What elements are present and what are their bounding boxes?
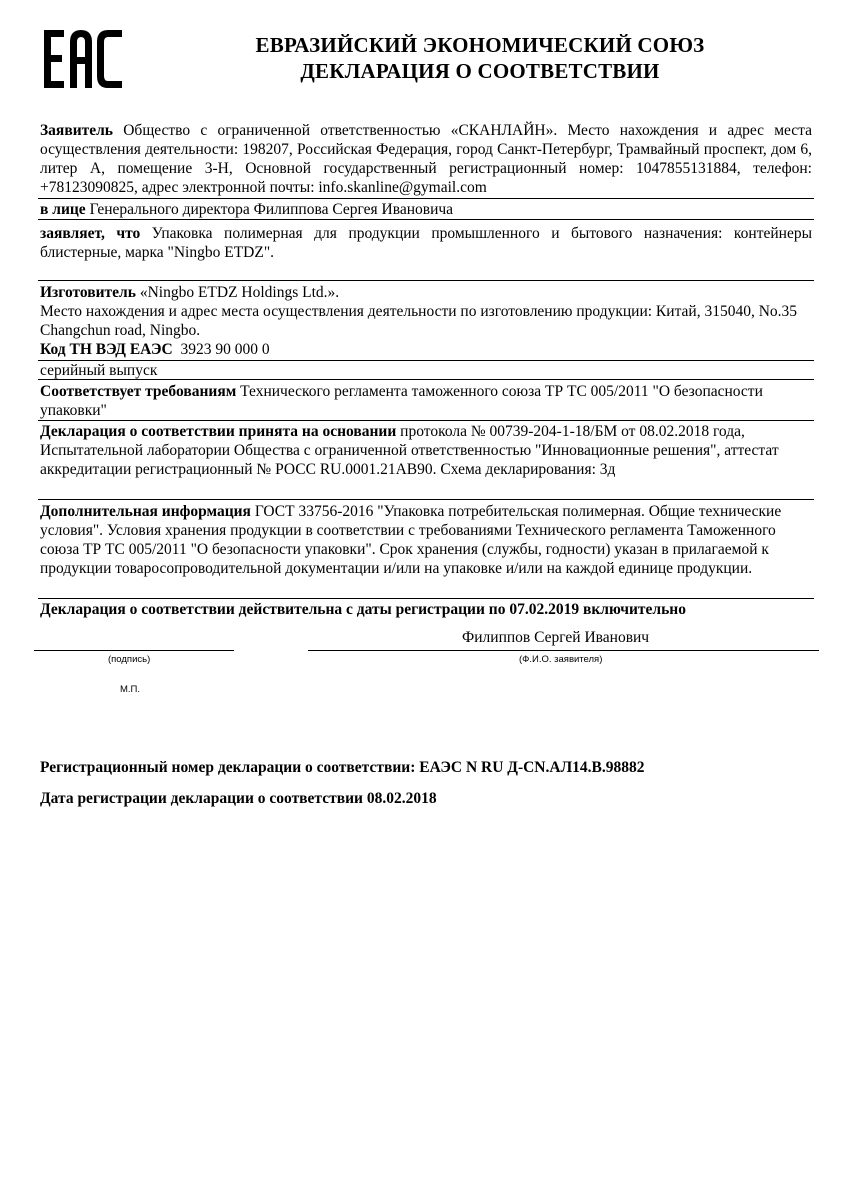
manufacturer-label: Изготовитель	[40, 284, 136, 301]
validity-section	[40, 600, 812, 619]
union-title: ЕВРАЗИЙСКИЙ ЭКОНОМИЧЕСКИЙ СОЮЗ	[255, 33, 705, 57]
name-caption: (Ф.И.О. заявителя)	[519, 654, 603, 665]
eac-logo-letter-c	[97, 30, 122, 88]
applicant-full-name: Филиппов Сергей Иванович	[462, 629, 650, 646]
name-line	[308, 650, 819, 651]
additional-text: ГОСТ 33756-2016 "Упаковка потребительская полимерная. Общие технические условия". Условия хранения продукции в соответствии с требованиями Технического регламента Таможенного союза ТР ТС 005/2011 "О безопасности упаковки". Срок хранения (службы, годности) указан в прилагаемой к продукции товаросопроводительной документации и/или на упаковке и/или на каждой единице продукции.	[40, 503, 782, 577]
conformity-text: Технического регламента таможенного союза ТР ТС 005/2011 "О безопасности упаковки"	[40, 383, 763, 419]
basis-text: протокола № 00739-204-1-18/БМ от 08.02.2018 года, Испытательной лаборатории Общества с ограниченной ответственностью "Инновационные решения", аттестат аккредитации регистрационный № РОСС RU.0001.21АВ90. Схема декларирования: 3д	[40, 423, 779, 478]
divider	[38, 219, 814, 220]
declares-section	[40, 224, 812, 262]
divider	[38, 598, 814, 599]
person-label: в лице	[40, 201, 86, 218]
declares-text: Упаковка полимерная для продукции промышленного и бытового назначения: контейнеры блистерные, марка "Ningbo ETDZ".	[40, 225, 812, 261]
declaration-title: ДЕКЛАРАЦИЯ О СООТВЕТСТВИИ	[300, 59, 660, 83]
additional-label: Дополнительная информация	[40, 503, 251, 520]
applicant-text: Общество с ограниченной ответственностью «СКАНЛАЙН». Место нахождения и адрес места осуществления деятельности: 198207, Российская Федерация, город Санкт-Петербург, Трамвайный проспект, дом 6, литер А, помещение 3-Н, Основной государственный регистрационный номер: 1047855131884, телефон: +78123090825, адрес электронной почты: info.skanline@gymail.com	[40, 122, 812, 196]
basis-label: Декларация о соответствии принята на основании	[40, 423, 397, 440]
additional-section	[40, 502, 810, 578]
applicant-section	[40, 121, 812, 197]
person-text: Генерального директора Филиппова Сергея Ивановича	[85, 201, 454, 218]
stamp-label: М.П.	[120, 684, 141, 695]
manufacturer-address: Место нахождения и адрес места осуществления деятельности по изготовлению продукции: Китай, 315040, No.35 Changchun road, Ningbo.	[40, 303, 798, 339]
manufacturer-section	[40, 283, 812, 359]
signature-caption: (подпись)	[108, 654, 151, 665]
divider	[38, 499, 814, 500]
divider	[38, 379, 814, 380]
applicant-label: Заявитель	[40, 122, 114, 139]
manufacturer-name: «Ningbo ETDZ Holdings Ltd.».	[135, 284, 340, 301]
registration-number: Регистрационный номер декларации о соответствии: ЕАЭС N RU Д-CN.АЛ14.В.98882	[40, 759, 645, 776]
signature-line	[34, 650, 234, 651]
basis-section	[40, 422, 800, 479]
tnved-code: 3923 90 000 0	[180, 341, 270, 358]
eac-logo	[40, 28, 126, 90]
document-header	[170, 32, 790, 84]
person-section	[40, 200, 812, 219]
divider	[38, 280, 814, 281]
serial-release: серийный выпуск	[40, 362, 158, 379]
divider	[38, 420, 814, 421]
registration-date: Дата регистрации декларации о соответствии 08.02.2018	[40, 790, 437, 807]
conformity-section	[40, 382, 780, 420]
eac-logo-letter-a	[70, 30, 92, 88]
validity-text: Декларация о соответствии действительна с даты регистрации по 07.02.2019 включительно	[40, 601, 686, 618]
conformity-label: Соответствует требованиям	[40, 383, 237, 400]
divider	[38, 198, 814, 199]
eac-logo-letter-e	[44, 30, 64, 88]
tnved-label: Код ТН ВЭД ЕАЭС	[40, 341, 173, 358]
declares-label: заявляет, что	[40, 225, 141, 242]
